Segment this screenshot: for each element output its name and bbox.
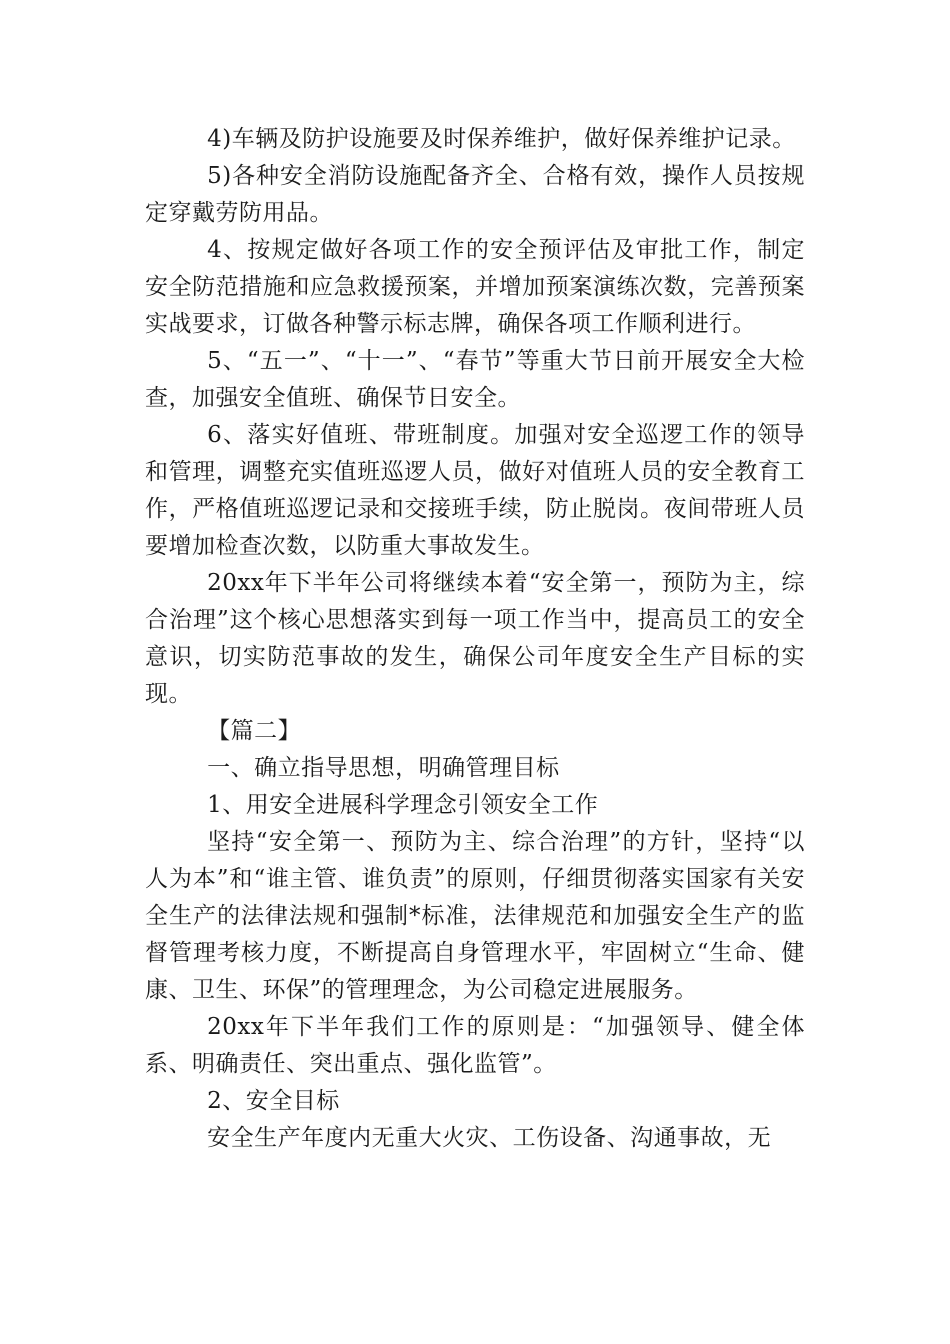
paragraph-holiday-inspection: 5、“五一”、“十一”、“春节”等重大节日前开展安全大检查，加强安全值班、确保节日安全。	[145, 348, 805, 411]
paragraph-safety-goals: 安全生产年度内无重大火灾、工伤设备、沟通事故，无	[207, 1125, 772, 1151]
paragraph-summary: 20xx年下半年公司将继续本着“安全第一，预防为主，综合治理”这个核心思想落实到每一项工作当中，提高员工的安全意识，切实防范事故的发生，确保公司年度安全生产目标的实现。	[145, 570, 805, 707]
heading-safety-goals: 2、安全目标	[207, 1088, 340, 1114]
section-heading-part-two: 【篇二】	[207, 718, 302, 744]
heading-guiding-principles: 一、确立指导思想，明确管理目标	[207, 755, 560, 781]
paragraph-policy: 坚持“安全第一、预防为主、综合治理”的方针，坚持“以人为本”和“谁主管、谁负责”的原则，仔细贯彻落实国家有关安全生产的法律法规和强制*标准，法律规范和加强安全生产的监督管理考核力度，不断提高自身管理水平，牢固树立“生命、健康、卫生、环保”的管理理念，为公司稳定进展服务。	[145, 829, 805, 1003]
paragraph-work-principles: 20xx年下半年我们工作的原则是：“加强领导、健全体系、明确责任、突出重点、强化监管”。	[145, 1014, 805, 1077]
paragraph-fire-facilities: 5)各种安全消防设施配备齐全、合格有效，操作人员按规定穿戴劳防用品。	[145, 163, 805, 226]
paragraph-duty-system: 6、落实好值班、带班制度。加强对安全巡逻工作的领导和管理，调整充实值班巡逻人员，做好对值班人员的安全教育工作，严格值班巡逻记录和交接班手续，防止脱岗。夜间带班人员要增加检查次数，以防重大事故发生。	[145, 422, 805, 559]
heading-safety-concept: 1、用安全进展科学理念引领安全工作	[207, 792, 599, 818]
paragraph-vehicle-maintenance: 4)车辆及防护设施要及时保养维护，做好保养维护记录。	[207, 126, 796, 152]
document-body	[145, 121, 805, 1157]
paragraph-pre-assessment: 4、按规定做好各项工作的安全预评估及审批工作，制定安全防范措施和应急救援预案，并增加预案演练次数，完善预案实战要求，订做各种警示标志牌，确保各项工作顺利进行。	[145, 237, 805, 337]
